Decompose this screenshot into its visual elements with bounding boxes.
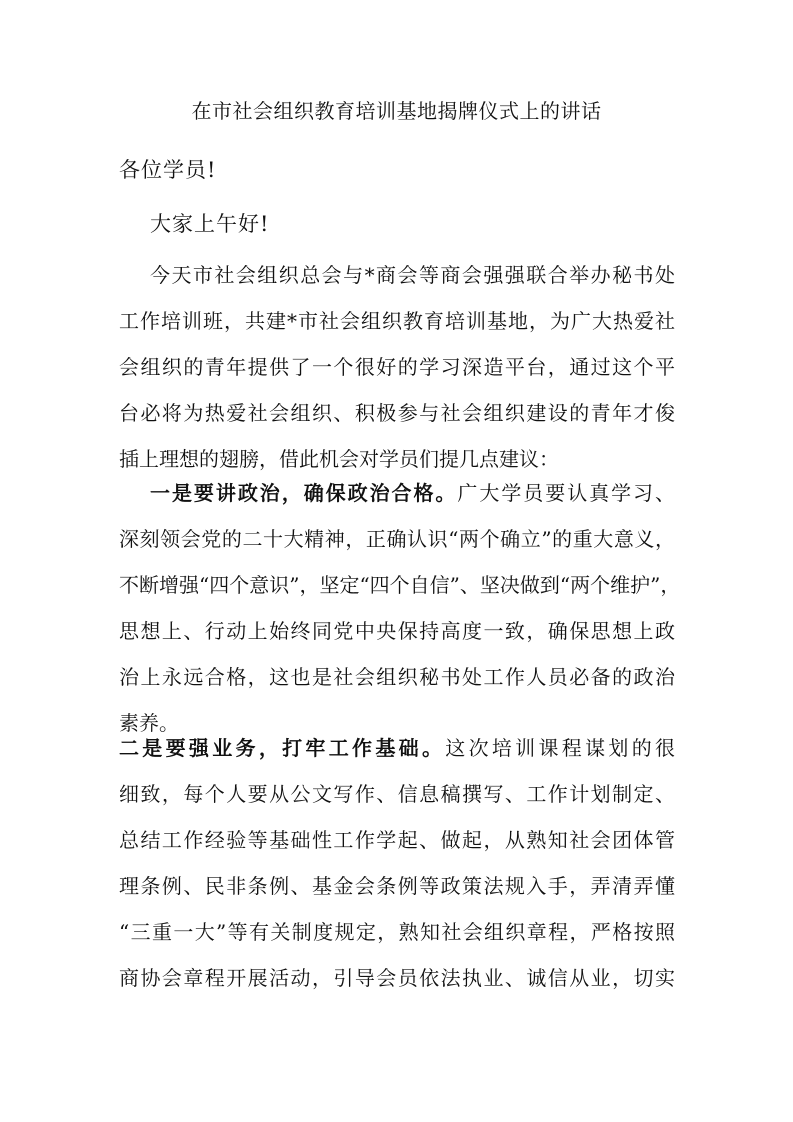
paragraph-lead-heading: 一是要讲政治，确保政治合格。 (150, 481, 458, 505)
paragraph-line: 思想上、行动上始终同党中央保持高度一致，确保思想上政 (119, 619, 675, 643)
paragraph-opening (119, 252, 675, 482)
paragraph-politics (119, 470, 681, 746)
salutation: 各位学员! (119, 158, 217, 182)
paragraph-line: 总结工作经验等基础性工作学起、做起，从熟知社会团体管 (119, 828, 675, 852)
paragraph-line: 工作培训班，共建*市社会组织教育培训基地，为广大热爱社 (119, 309, 675, 333)
paragraph-line: “三重一大”等有关制度规定，熟知社会组织章程，严格按照 (119, 920, 675, 944)
paragraph-business (119, 725, 675, 1001)
paragraph-line: 理条例、民非条例、基金会条例等政策法规入手，弄清弄懂 (119, 874, 675, 898)
paragraph-line: 不断增强“四个意识”，坚定“四个自信”、坚决做到“两个维护”， (119, 573, 681, 597)
document-title: 在市社会组织教育培训基地揭牌仪式上的讲话 (191, 99, 602, 123)
paragraph-line: 插上理想的翅膀，借此机会对学员们提几点建议： (119, 447, 559, 471)
paragraph-first-line (119, 725, 675, 771)
paragraph-line: 会组织的青年提供了一个很好的学习深造平台，通过这个平 (119, 355, 675, 379)
paragraph-line: 治上永远合格，这也是社会组织秘书处工作人员必备的政治 (119, 665, 675, 689)
paragraph-lead-rest: 广大学员要认真学习、 (457, 481, 676, 505)
paragraph-line: 素养。 (119, 711, 179, 735)
paragraph-lead-heading: 二是要强业务，打牢工作基础。 (119, 736, 446, 760)
paragraph-line: 台必将为热爱社会组织、积极参与社会组织建设的青年才俊 (119, 401, 675, 425)
paragraph-line: 商协会章程开展活动，引导会员依法执业、诚信从业，切实 (119, 966, 675, 990)
paragraph-line: 深刻领会党的二十大精神，正确认识“两个确立”的重大意义， (119, 527, 675, 551)
paragraph-first-line (119, 470, 675, 516)
paragraph-line: 细致，每个人要从公文写作、信息稿撰写、工作计划制定、 (119, 782, 675, 806)
greeting: 大家上午好! (150, 212, 270, 236)
paragraph-lead-rest: 这次培训课程谋划的很 (445, 736, 676, 760)
paragraph-line: 今天市社会组织总会与*商会等商会强强联合举办秘书处 (150, 263, 675, 287)
